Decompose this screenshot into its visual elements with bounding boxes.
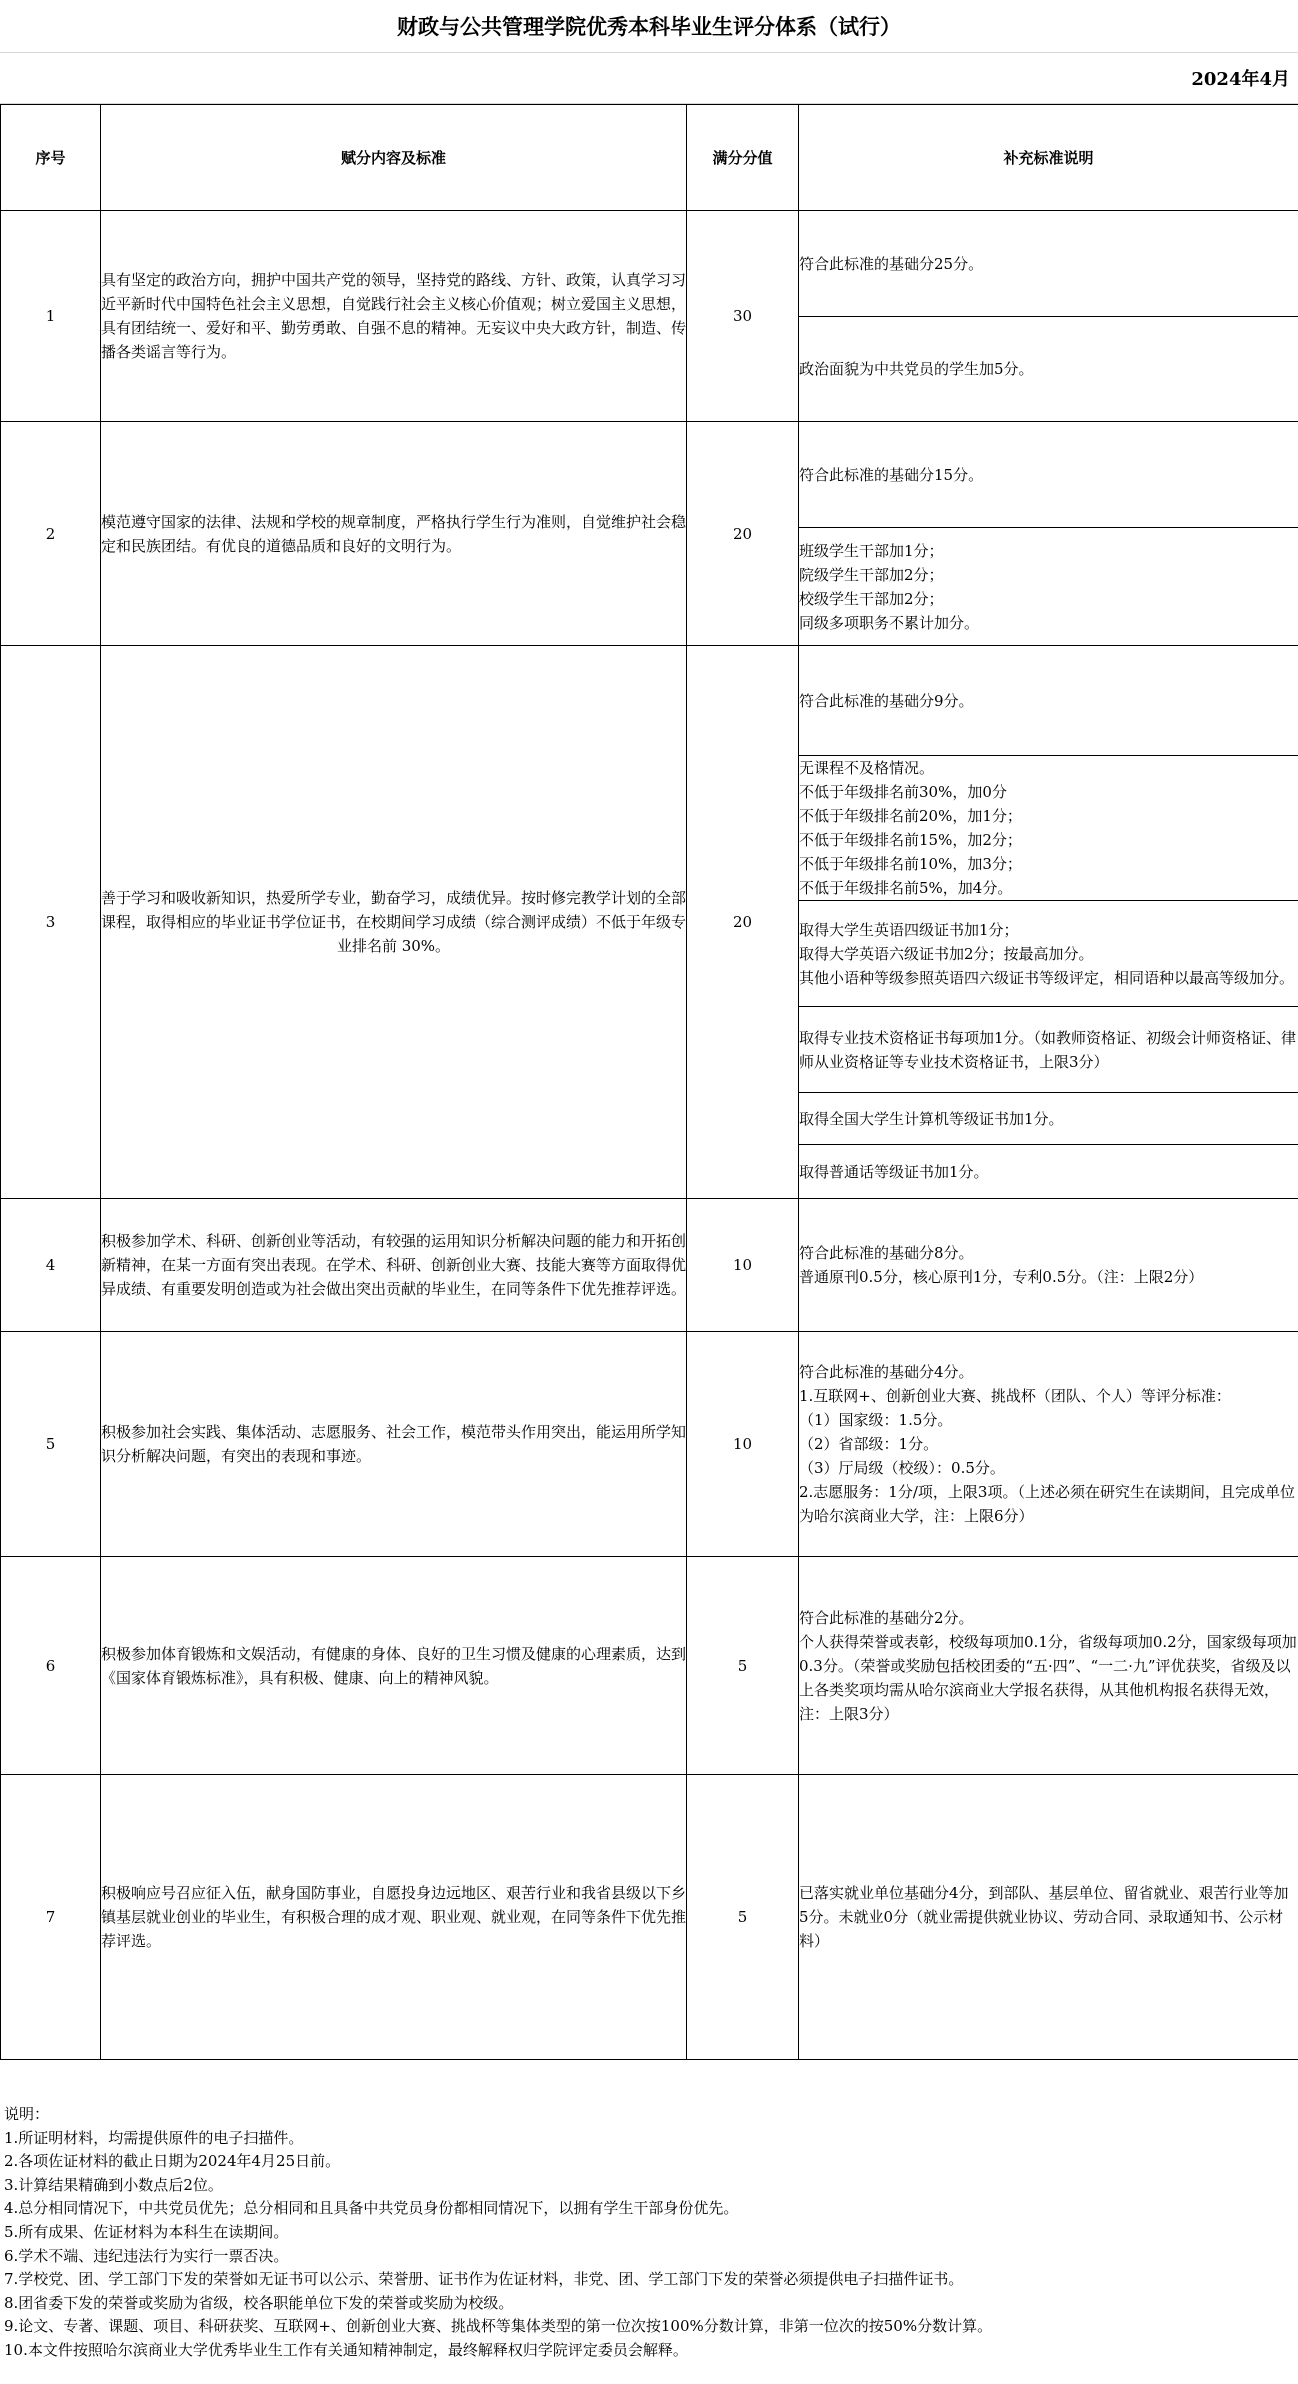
note-line: 不低于年级排名前15%，加2分； [799,831,1022,849]
note-line: 校级学生干部加2分； [799,589,944,608]
footnote-item: 5.所有成果、佐证材料为本科生在读期间。 [4,2222,289,2241]
page-title [0,0,1298,53]
criteria-content: 具有坚定的政治方向，拥护中国共产党的领导，坚持党的路线、方针、政策，认真学习习近平新时代中国特色社会主义思想，自觉践行社会主义核心价值观；树立爱国主义思想，具有团结统一、爱好和平、勤劳勇敢、自强不息的精神。无妄议中央大政方针，制造、传播各类谣言等行为。 [101,211,687,422]
full-score: 5 [687,1557,799,1775]
supplementary-note [799,1145,1298,1199]
title-text: 财政与公共管理学院优秀本科毕业生评分体系（试行） [397,14,901,39]
supplementary-note [799,1199,1298,1332]
supplementary-note [799,528,1298,646]
footnote-item: 3.计算结果精确到小数点后2位。 [4,2175,223,2194]
footnote-item: 9.论文、专著、课题、项目、科研获奖、互联网+、创新创业大赛、挑战杯等集体类型的第一位次按100%分数计算，非第一位次的按50%分数计算。 [4,2317,993,2336]
row-number: 6 [1,1557,101,1775]
note-line: 符合此标准的基础分25分。 [799,254,984,273]
footnote-item: 10.本文件按照哈尔滨商业大学优秀毕业生工作有关通知精神制定，最终解释权归学院评定委员会解释。 [4,2340,688,2359]
note-line: 个人获得荣誉或表彰，校级每项加0.1分，省级每项加0.2分，国家级每项加0.3分。（荣誉或奖励包括校团委的“五·四”、“一二·九”评优获奖，省级及以上各类奖项均需从哈尔滨商业大学报名获得，从其他机构报名获得无效，注：上限3分） [799,1632,1297,1723]
note-line: 政治面貌为中共党员的学生加5分。 [799,360,1034,378]
full-score: 10 [687,1332,799,1557]
footnote-item: 4.总分相同情况下，中共党员优先；总分相同和且具备中共党员身份都相同情况下，以拥有学生干部身份优先。 [4,2199,739,2218]
criteria-content: 善于学习和吸收新知识，热爱所学专业，勤奋学习，成绩优异。按时修完教学计划的全部课程，取得相应的毕业证书学位证书，在校期间学习成绩（综合测评成绩）不低于年级专业排名前 30%。 [101,646,687,1199]
note-line: 普通原刊0.5分，核心原刊1分，专利0.5分。（注：上限2分） [799,1268,1204,1286]
table-row [1,211,1298,317]
table-row [1,1199,1298,1332]
note-line: 2.志愿服务：1分/项，上限3项。（上述必须在研究生在读期间，且完成单位为哈尔滨商业大学，注：上限6分） [799,1483,1295,1525]
supplementary-note [799,756,1298,901]
table-row [1,422,1298,528]
note-line: 班级学生干部加1分； [799,541,944,560]
row-number: 5 [1,1332,101,1557]
supplementary-note [799,901,1298,1007]
scoring-table [0,104,1298,2060]
note-line: 取得大学生英语四级证书加1分； [799,920,1019,939]
footnote-item: 7.学校党、团、学工部门下发的荣誉如无证书可以公示、荣誉册、证书作为佐证材料，非党、团、学工部门下发的荣誉必须提供电子扫描件证书。 [4,2270,964,2289]
table-row [1,646,1298,756]
table-row [1,1775,1298,2060]
footnote-item: 2.各项佐证材料的截止日期为2024年4月25日前。 [4,2152,341,2171]
note-line: （1）国家级：1.5分。 [799,1411,953,1429]
footnote-item: 1.所证明材料，均需提供原件的电子扫描件。 [4,2128,304,2147]
criteria-content: 积极参加社会实践、集体活动、志愿服务、社会工作，模范带头作用突出，能运用所学知识分析解决问题，有突出的表现和事迹。 [101,1332,687,1557]
footnote-heading: 说明： [4,2105,50,2123]
row-number: 4 [1,1199,101,1332]
table-row [1,1332,1298,1557]
full-score: 20 [687,646,799,1199]
note-line: 不低于年级排名前20%，加1分； [799,807,1022,825]
full-score: 10 [687,1199,799,1332]
note-line: 院级学生干部加2分； [799,565,944,584]
header-notes: 补充标准说明 [799,105,1298,211]
note-line: 不低于年级排名前5%，加4分。 [799,879,1013,897]
supplementary-note [799,1007,1298,1093]
row-number: 1 [1,211,101,422]
supplementary-note [799,317,1298,422]
criteria-content: 积极参加体育锻炼和文娱活动，有健康的身体、良好的卫生习惯及健康的心理素质，达到《国家体育锻炼标准》，具有积极、健康、向上的精神风貌。 [101,1557,687,1775]
supplementary-note [799,1557,1298,1775]
table-header-row [1,105,1298,211]
row-number: 3 [1,646,101,1199]
row-number: 2 [1,422,101,646]
note-line: 其他小语种等级参照英语四六级证书等级评定，相同语种以最高等级加分。 [799,968,1295,987]
supplementary-note [799,422,1298,528]
full-score: 5 [687,1775,799,2060]
note-line: 符合此标准的基础分4分。 [799,1363,974,1381]
supplementary-note [799,1093,1298,1145]
note-line: 符合此标准的基础分2分。 [799,1608,974,1627]
supplementary-note [799,1332,1298,1557]
supplementary-note [799,1775,1298,2060]
footnote-item: 6.学术不端、违纪违法行为实行一票否决。 [4,2246,289,2265]
note-line: 符合此标准的基础分8分。 [799,1244,974,1262]
header-content: 赋分内容及标准 [101,105,687,211]
table-row [1,1557,1298,1775]
note-line: 已落实就业单位基础分4分，到部队、基层单位、留省就业、艰苦行业等加5分。未就业0分（就业需提供就业协议、劳动合同、录取通知书、公示材料） [799,1884,1289,1950]
note-line: 符合此标准的基础分9分。 [799,691,974,710]
note-line: 不低于年级排名前30%，加0分 [799,783,1007,801]
row-number: 7 [1,1775,101,2060]
note-line: 取得普通话等级证书加1分。 [799,1162,989,1181]
date-row [0,53,1298,104]
criteria-content: 模范遵守国家的法律、法规和学校的规章制度，严格执行学生行为准则，自觉维护社会稳定和民族团结。有优良的道德品质和良好的文明行为。 [101,422,687,646]
supplementary-note [799,646,1298,756]
note-line: 不低于年级排名前10%，加3分； [799,855,1022,873]
supplementary-note [799,211,1298,317]
note-line: 取得全国大学生计算机等级证书加1分。 [799,1109,1064,1128]
note-line: 无课程不及格情况。 [799,759,935,777]
table-body [1,211,1298,2060]
header-index: 序号 [1,105,101,211]
note-line: 1.互联网+、创新创业大赛、挑战杯（团队、个人）等评分标准： [799,1387,1231,1405]
note-line: （2）省部级：1分。 [799,1435,939,1453]
full-score: 20 [687,422,799,646]
note-line: 取得大学英语六级证书加2分；按最高加分。 [799,944,1094,963]
note-line: 取得专业技术资格证书每项加1分。（如教师资格证、初级会计师资格证、律师从业资格证等专业技术资格证书，上限3分） [799,1028,1297,1071]
note-line: （3）厅局级（校级）：0.5分。 [799,1459,1005,1477]
criteria-content: 积极参加学术、科研、创新创业等活动，有较强的运用知识分析解决问题的能力和开拓创新精神，在某一方面有突出表现。在学术、科研、创新创业大赛、技能大赛等方面取得优异成绩、有重要发明创造或为社会做出突出贡献的毕业生，在同等条件下优先推荐评选。 [101,1199,687,1332]
footnotes [4,2103,1294,2363]
note-line: 符合此标准的基础分15分。 [799,465,984,484]
criteria-content: 积极响应号召应征入伍，献身国防事业，自愿投身边远地区、艰苦行业和我省县级以下乡镇基层就业创业的毕业生，有积极合理的成才观、职业观、就业观，在同等条件下优先推荐评选。 [101,1775,687,2060]
full-score: 30 [687,211,799,422]
header-score: 满分分值 [687,105,799,211]
footnote-item: 8.团省委下发的荣誉或奖励为省级，校各职能单位下发的荣誉或奖励为校级。 [4,2293,514,2312]
document-date: 2024年4月 [1191,69,1290,90]
note-line: 同级多项职务不累计加分。 [799,613,980,632]
